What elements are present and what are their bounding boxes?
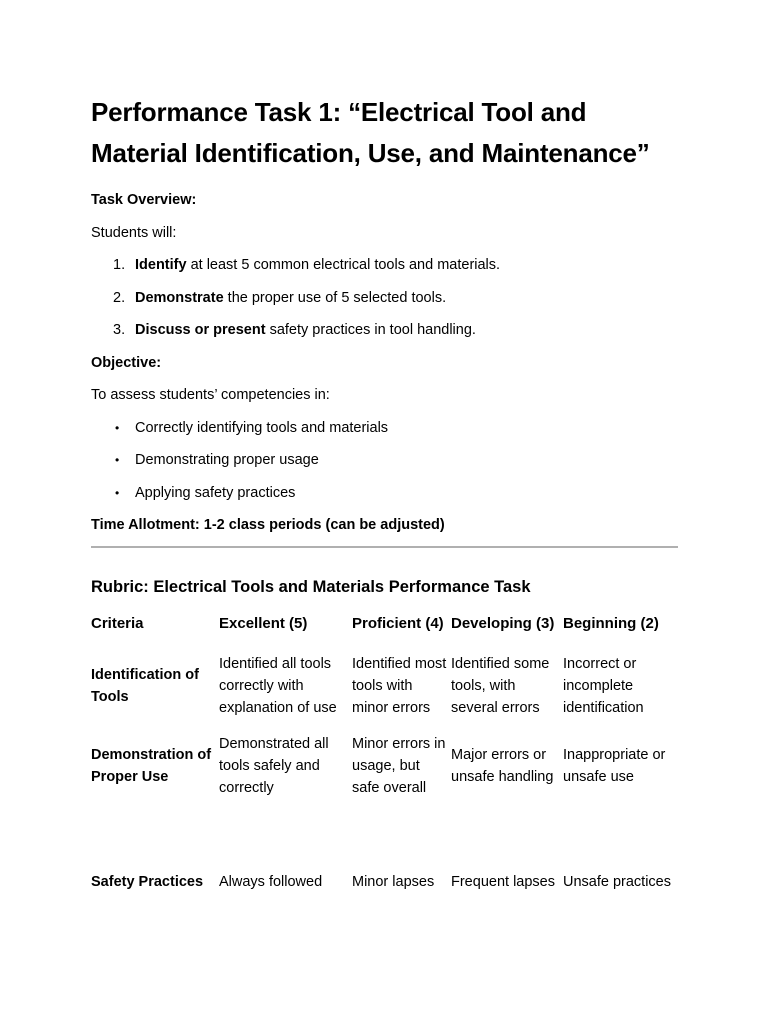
task-list-item (91, 289, 678, 307)
table-cell: Incorrect or incomplete identification (563, 656, 644, 716)
table-row (91, 641, 678, 731)
rubric-heading: Rubric: Electrical Tools and Materials Performance Task (91, 578, 531, 596)
list-number: 2. (113, 289, 126, 306)
table-cell: Demonstrated all tools safely and correctly (219, 736, 329, 796)
bullet-icon: • (115, 420, 120, 435)
page-title: Performance Task 1: “Electrical Tool and Material Identification, Use, and Maintenance” (91, 97, 650, 168)
table-cell: Always followed (219, 874, 323, 890)
rubric-table (91, 607, 678, 897)
table-cell: Unsafe practices (563, 874, 671, 890)
objective-list-item (91, 419, 678, 437)
table-cell: Identified all tools correctly with explanation of use (219, 656, 337, 716)
task-overview-heading: Task Overview: (91, 192, 197, 208)
task-verb: Demonstrate (135, 289, 224, 306)
objective-list (91, 419, 678, 502)
rubric-header-row (91, 607, 678, 641)
column-header: Excellent (5) (219, 615, 308, 632)
table-cell: Minor errors in usage, but safe overall (352, 736, 446, 796)
criteria-cell: Safety Practices (91, 874, 204, 890)
column-header: Criteria (91, 615, 144, 632)
objective-list-item (91, 484, 678, 502)
task-list-item (91, 321, 678, 339)
document-page (91, 92, 678, 897)
table-row (91, 731, 678, 801)
objective-intro: To assess students’ competencies in: (91, 387, 330, 403)
objective-text: Correctly identifying tools and materials (135, 419, 389, 436)
table-cell: Identified some tools, with several errors (451, 656, 550, 716)
bullet-icon: • (115, 485, 120, 500)
task-verb: Identify (135, 257, 187, 273)
table-cell: Minor lapses (352, 874, 435, 890)
column-header: Proficient (4) (352, 615, 444, 632)
bullet-icon: • (115, 453, 120, 467)
objective-text: Demonstrating proper usage (135, 452, 319, 468)
task-verb: Discuss or present (135, 322, 266, 338)
table-cell: Frequent lapses (451, 874, 555, 890)
criteria-cell: Identification of Tools (91, 667, 199, 705)
table-cell: Identified most tools with minor errors (352, 656, 447, 716)
table-cell: Inappropriate or unsafe use (563, 747, 666, 785)
list-number: 1. (113, 257, 126, 273)
time-allotment: Time Allotment: 1-2 class periods (can be adjusted) (91, 517, 445, 533)
table-cell: Major errors or unsafe handling (451, 747, 554, 785)
task-list (91, 256, 678, 339)
task-text: safety practices in tool handling. (265, 322, 476, 338)
task-text: the proper use of 5 selected tools. (223, 289, 447, 306)
task-text: at least 5 common electrical tools and materials. (186, 257, 501, 273)
objective-heading: Objective: (91, 354, 162, 371)
criteria-cell: Demonstration of Proper Use (91, 747, 212, 785)
column-header: Beginning (2) (563, 615, 659, 632)
objective-text: Applying safety practices (135, 484, 296, 501)
task-overview-intro: Students will: (91, 224, 177, 241)
objective-list-item (91, 451, 678, 469)
column-header: Developing (3) (451, 615, 555, 632)
list-number: 3. (113, 322, 126, 338)
task-list-item (91, 256, 678, 274)
table-row (91, 801, 678, 897)
